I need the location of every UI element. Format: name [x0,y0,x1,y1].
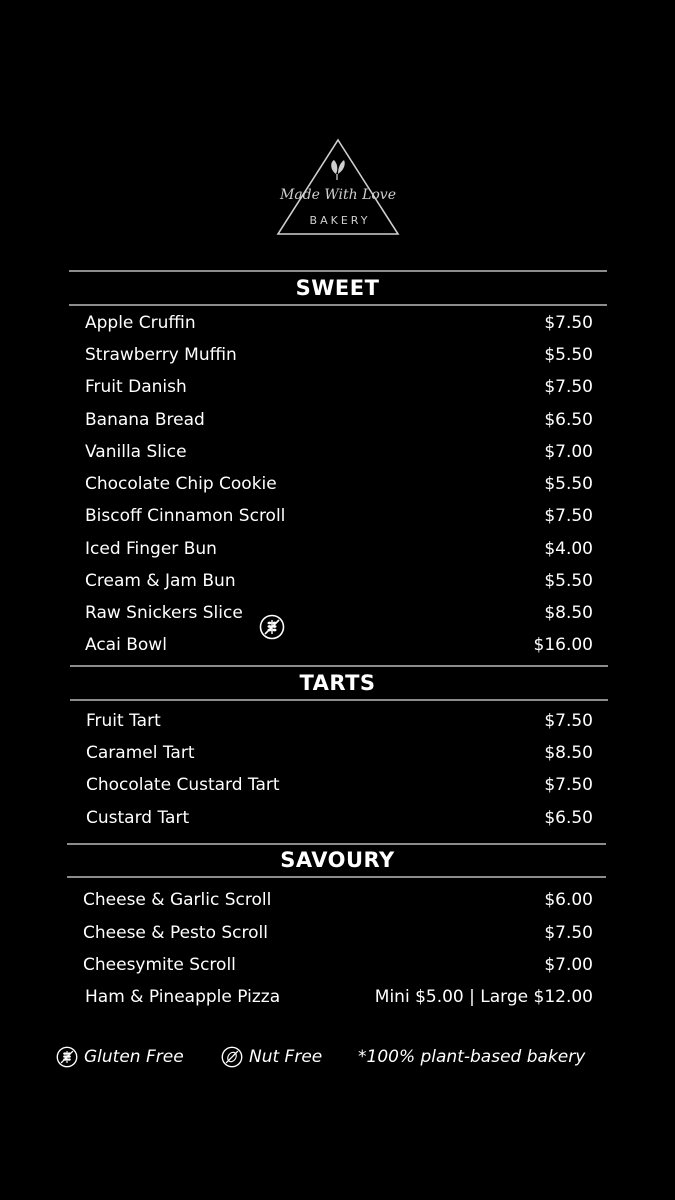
menu-item [85,537,593,561]
item-price: $6.50 [544,410,593,430]
menu-item [85,504,593,528]
item-price: $5.50 [544,571,593,591]
item-name: Biscoff Cinnamon Scroll [85,506,286,526]
item-name: Fruit Danish [85,377,187,397]
item-name: Apple Cruffin [85,313,196,333]
section-title-savoury: SAVOURY [280,848,395,872]
leaf-icon [331,160,345,180]
item-name: Vanilla Slice [85,442,187,462]
legend-gluten-free-label: Gluten Free [84,1047,184,1067]
item-price: $6.50 [544,808,593,828]
item-price: $5.50 [544,345,593,365]
section-rule-top [70,665,608,667]
item-price: $7.50 [544,923,593,943]
menu-item [86,773,593,797]
menu-item [86,709,593,733]
menu-item [85,375,593,399]
item-name: Raw Snickers Slice [85,603,243,623]
section-rule-bottom [70,699,608,701]
gluten-free-icon [56,1046,78,1068]
item-name: Chocolate Custard Tart [86,775,280,795]
menu-item [86,741,593,765]
item-price: $7.50 [544,775,593,795]
menu-item [85,311,593,335]
item-name: Cheesymite Scroll [83,955,236,975]
item-price: $7.50 [544,506,593,526]
item-price: Mini $5.00 | Large $12.00 [374,987,593,1007]
nut-free-icon [221,1046,243,1068]
item-name: Banana Bread [85,410,205,430]
item-price: $7.50 [544,377,593,397]
menu-item [85,343,593,367]
legend-nut-free-label: Nut Free [249,1047,323,1067]
menu-item [83,953,593,977]
item-price: $8.50 [544,603,593,623]
item-name: Caramel Tart [86,743,195,763]
item-name: Cheese & Pesto Scroll [83,923,268,943]
section-title-sweet: SWEET [295,276,380,300]
section-rule-top [69,270,607,272]
logo-script-text: Made With Love [279,187,397,203]
legend-plant-based-note [358,1044,608,1070]
menu-item [85,601,593,625]
menu-item [85,440,593,464]
bakery-logo [274,136,402,240]
item-name: Strawberry Muffin [85,345,237,365]
item-name: Fruit Tart [86,711,161,731]
item-price: $8.50 [544,743,593,763]
plant-based-note: *100% plant-based bakery [358,1047,586,1067]
legend-nut-free [221,1044,336,1070]
item-name: Ham & Pineapple Pizza [85,987,281,1007]
item-name: Iced Finger Bun [85,539,217,559]
section-title-tarts: TARTS [299,671,376,695]
menu-item [83,921,593,945]
item-price: $7.00 [544,442,593,462]
menu-item [85,472,593,496]
menu-item [85,985,593,1009]
menu-item [85,569,593,593]
item-name: Chocolate Chip Cookie [85,474,277,494]
item-price: $7.50 [544,711,593,731]
legend-gluten-free [56,1044,196,1070]
menu-item [86,806,593,830]
item-price: $7.50 [544,313,593,333]
item-name: Cheese & Garlic Scroll [83,890,272,910]
item-price: $7.00 [544,955,593,975]
item-price: $4.00 [544,539,593,559]
item-price: $16.00 [533,635,593,655]
item-price: $5.50 [544,474,593,494]
menu-item [85,408,593,432]
item-name: Cream & Jam Bun [85,571,236,591]
section-rule-bottom [69,304,607,306]
section-rule-top [67,843,606,845]
section-rule-bottom [67,876,606,878]
menu-item [85,633,593,657]
menu-item [83,888,593,912]
item-price: $6.00 [544,890,593,910]
logo-word-text: BAKERY [309,214,371,227]
item-name: Acai Bowl [85,635,167,655]
item-name: Custard Tart [86,808,190,828]
